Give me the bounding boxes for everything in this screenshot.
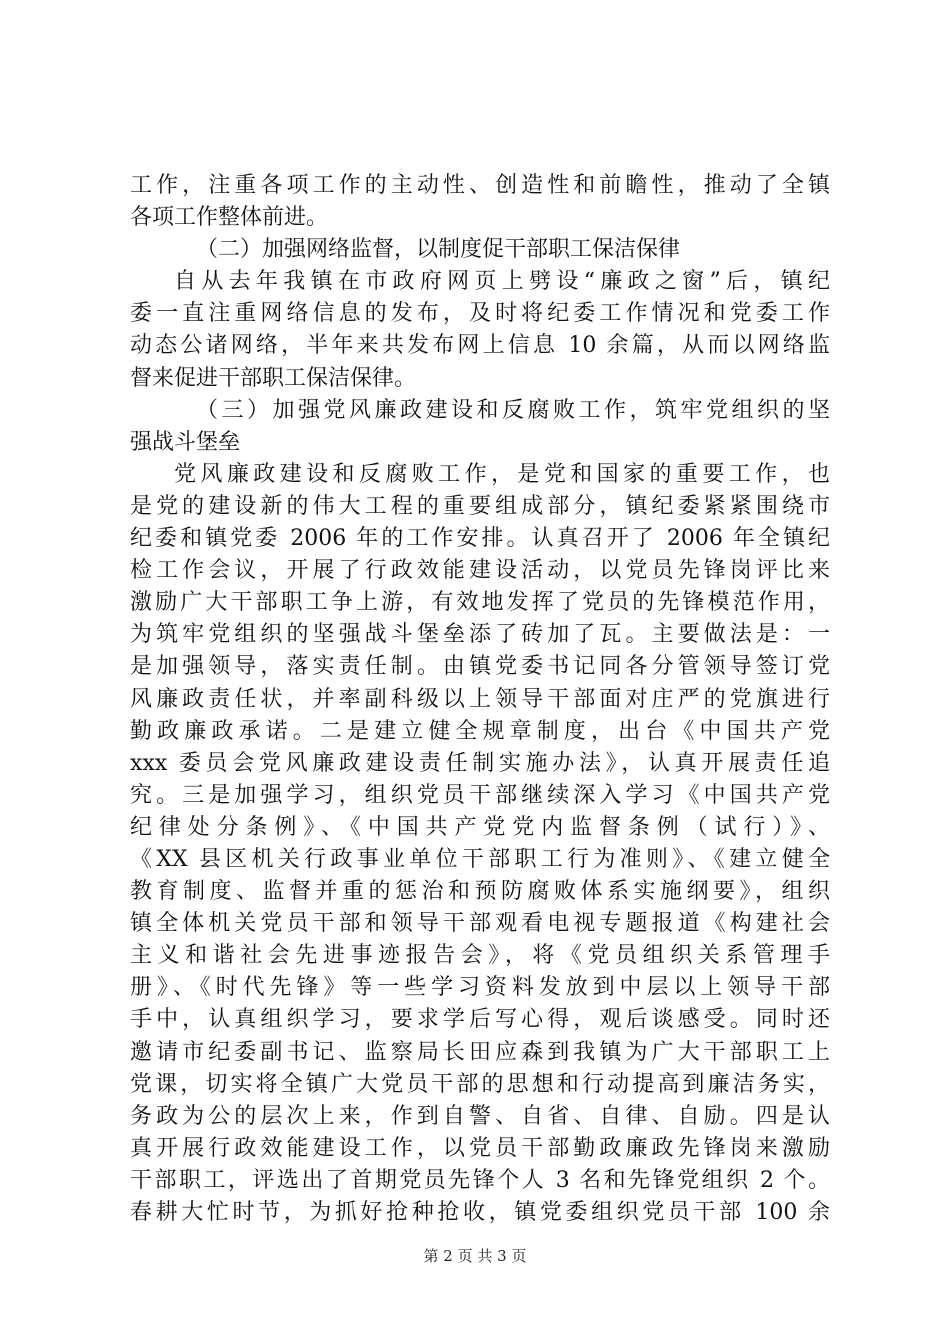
body-text-line: 督来促进干部职工保洁保律。	[130, 365, 417, 391]
body-text-line: 强战斗堡垒	[130, 429, 241, 455]
body-text-line: 手中，认真组织学习，要求学后写心得，观后谈感受。同时还	[130, 1007, 830, 1033]
body-text-line: （三）加强党风廉政建设和反腐败工作，筑牢党组织的坚	[196, 397, 830, 423]
body-text-line: 为筑牢党组织的坚强战斗堡垒添了砖加了瓦。主要做法是：一	[130, 622, 830, 648]
body-text-line: 是党的建设新的伟大工程的重要组成部分，镇纪委紧紧围绕市	[130, 493, 830, 519]
body-text-line: 干部职工，评选出了首期党员先锋个人 3 名和先锋党组织 2 个。	[130, 1167, 830, 1193]
body-text-line: 委一直注重网络信息的发布，及时将纪委工作情况和党委工作	[130, 301, 830, 327]
body-text-line: 动态公诸网络，半年来共发布网上信息 10 余篇，从而以网络监	[130, 333, 830, 359]
body-text-line: 邀请市纪委副书记、监察局长田应森到我镇为广大干部职工上	[130, 1039, 830, 1065]
body-text-line: 党风廉政建设和反腐败工作，是党和国家的重要工作，也	[174, 461, 830, 487]
body-text-line: 务政为公的层次上来，作到自警、自省、自律、自励。四是认	[130, 1103, 830, 1129]
body-text-line: 《XX 县区机关行政事业单位干部职工行为准则》、《建立健全	[130, 846, 830, 872]
body-text-line: 主义和谐社会先进事迹报告会》，将《党员组织关系管理手	[130, 943, 830, 969]
body-text-line: 究。三是加强学习，组织党员干部继续深入学习《中国共产党	[130, 782, 830, 808]
body-text-line: 风廉政责任状，并率副科级以上领导干部面对庄严的党旗进行	[130, 686, 830, 712]
body-text-line: （二）加强网络监督，以制度促干部职工保洁保律	[196, 237, 681, 263]
document-body	[130, 170, 830, 1229]
body-text-line: 镇全体机关党员干部和领导干部观看电视专题报道《构建社会	[130, 911, 830, 937]
body-text-line: 勤政廉政承诺。二是建立健全规章制度，出台《中国共产党	[130, 718, 830, 744]
body-text-line: 党课，切实将全镇广大党员干部的思想和行动提高到廉洁务实，	[130, 1071, 830, 1097]
body-text-line: 各项工作整体前进。	[130, 205, 329, 231]
body-text-line: 工作，注重各项工作的主动性、创造性和前瞻性，推动了全镇	[130, 173, 830, 198]
body-text-line: 激励广大干部职工争上游，有效地发挥了党员的先锋模范作用，	[130, 590, 830, 616]
body-text-line: 自从去年我镇在市政府网页上劈设“廉政之窗”后，镇纪	[174, 269, 830, 295]
body-text-line: 纪委和镇党委 2006 年的工作安排。认真召开了 2006 年全镇纪	[130, 526, 830, 552]
body-text-line: 检工作会议，开展了行政效能建设活动，以党员先锋岗评比来	[130, 558, 830, 584]
body-text-line: 春耕大忙时节，为抓好抢种抢收，镇党委组织党员干部 100 余	[130, 1200, 830, 1225]
page-number-footer: 第 2 页 共 3 页	[423, 1247, 527, 1265]
body-text-line: 册》、《时代先锋》等一些学习资料发放到中层以上领导干部	[130, 975, 830, 1001]
body-text-line: 教育制度、监督并重的惩治和预防腐败体系实施纲要》，组织	[130, 879, 830, 905]
body-text-line: xxx 委员会党风廉政建设责任制实施办法》，认真开展责任追	[130, 750, 830, 776]
body-text-line: 真开展行政效能建设工作，以党员干部勤政廉政先锋岗来激励	[130, 1135, 830, 1161]
body-text-line: 是加强领导，落实责任制。由镇党委书记同各分管领导签订党	[130, 654, 830, 680]
body-text-line: 纪律处分条例》、《中国共产党党内监督条例（试行）》、	[130, 814, 830, 840]
